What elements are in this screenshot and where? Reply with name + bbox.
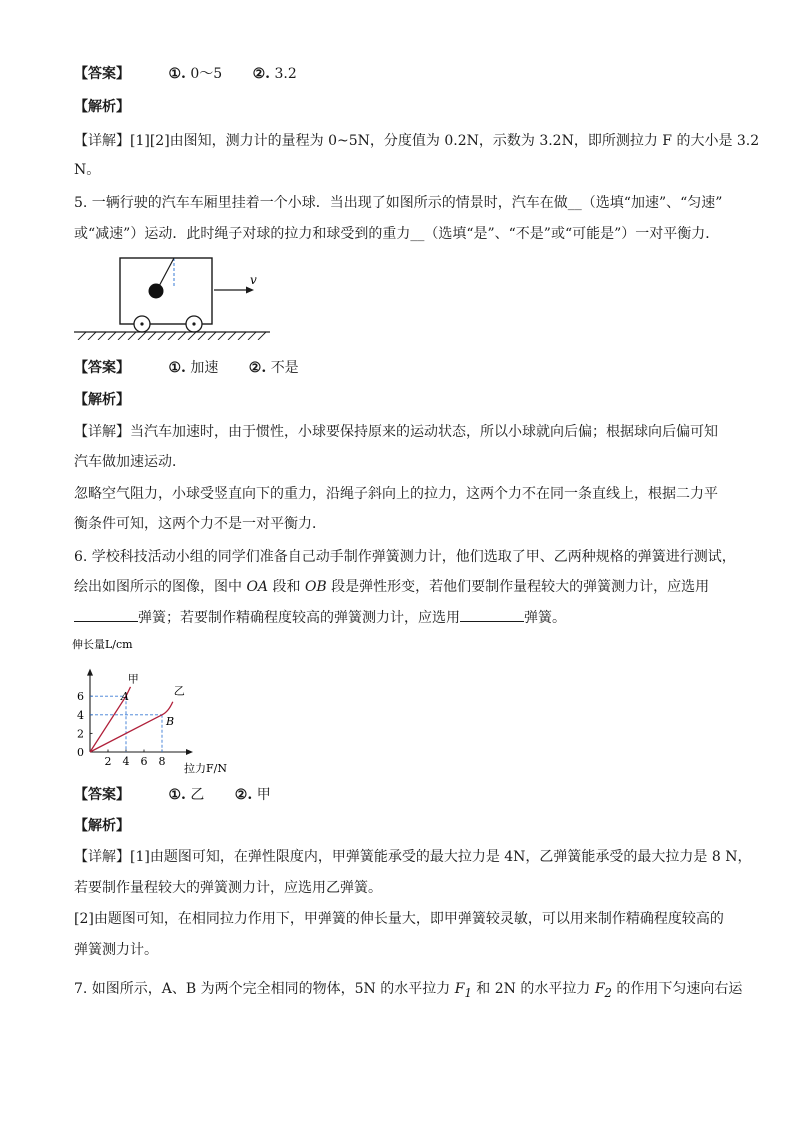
series-point-label: A <box>121 690 129 704</box>
chart-y-axis-label: 伸长量L/cm <box>72 638 133 651</box>
answer-2-number: ②. <box>234 787 253 803</box>
q4-detail-line-1: 【详解】[1][2]由图知，测力计的量程为 0~5N，分度值为 0.2N，示数为 3.2N，即所测拉力 F 的大小是 3.2 <box>74 133 760 149</box>
x-tick-label: 2 <box>104 755 112 768</box>
velocity-label: v <box>250 273 257 287</box>
answer-2-number: ②. <box>252 66 271 82</box>
q5-detail-line-4: 衡条件可知，这两个力不是一对平衡力． <box>74 516 326 532</box>
chart-x-axis-label: 拉力F/N <box>184 762 227 775</box>
x-tick-label: 8 <box>158 755 166 768</box>
q6-stem-line-3: 弹簧；若要制作精确程度较高的弹簧测力计，应选用 弹簧。 <box>74 607 566 628</box>
y-tick-label: 6 <box>77 690 84 704</box>
q6-analysis-tag: 【解析】 <box>74 818 130 834</box>
q6-detail-line-4: 弹簧测力计。 <box>74 942 158 958</box>
q6-detail-line-1: 【详解】[1]由题图可知，在弹性限度内，甲弹簧能承受的最大拉力是 4N，乙弹簧能承受的最大拉力是 8 N， <box>74 849 752 865</box>
series-point-label: B <box>166 714 175 728</box>
q5-answer-row <box>74 358 299 378</box>
answer-1: 0～5 <box>190 66 223 82</box>
q6-detail-line-2: 若要制作量程较大的弹簧测力计，应选用乙弹簧。 <box>74 880 382 896</box>
series-line-2 <box>90 702 173 752</box>
q5-detail-line-3: 忽略空气阻力，小球受竖直向下的重力，沿绳子斜向上的拉力，这两个力不在同一条直线上，根据二力平 <box>74 486 718 502</box>
answer-1-number: ①. <box>168 360 186 376</box>
x-tick-label: 6 <box>140 755 148 768</box>
answer-2-number: ②. <box>248 360 267 376</box>
series-name-label: 甲 <box>127 672 139 686</box>
chart-series <box>90 672 185 752</box>
answer-1-number: ①. <box>168 787 186 803</box>
q6-answer-row <box>74 785 271 805</box>
segment-oa: OA <box>246 579 269 595</box>
answer-2: 3.2 <box>274 66 297 82</box>
q5-stem-line-2: 或“减速”）运动．此时绳子对球的拉力和球受到的重力__（选填“是”、“不是”或“可能是”）一对平衡力． <box>74 226 720 242</box>
answer-blank-1[interactable] <box>74 607 138 622</box>
series-name-label: 乙 <box>173 684 185 698</box>
answer-1: 乙 <box>190 787 205 803</box>
force-f1: $F_1$ <box>454 981 472 1000</box>
q5-stem-line-1: 5. 一辆行驶的汽车车厢里挂着一个小球．当出现了如图所示的情景时，汽车在做__（选填“加速”、“匀速” <box>74 195 723 211</box>
answer-1: 加速 <box>190 360 219 376</box>
q4-answer-row <box>74 64 297 84</box>
segment-ob: OB <box>304 579 327 595</box>
q4-detail-line-2: N。 <box>74 162 101 178</box>
answer-tag: 【答案】 <box>74 787 130 803</box>
y-tick-label: 4 <box>77 708 84 722</box>
y-tick-label: 0 <box>77 746 84 759</box>
car-body <box>120 258 212 324</box>
x-tick-label: 4 <box>122 755 130 768</box>
answer-blank-2[interactable] <box>460 607 524 622</box>
answer-1-number: ①. <box>168 66 186 82</box>
answer-tag: 【答案】 <box>74 360 130 376</box>
q4-analysis-tag: 【解析】 <box>74 99 130 115</box>
chart-axes <box>87 669 193 755</box>
y-tick-label: 2 <box>77 727 84 741</box>
q6-detail-line-3: [2]由题图可知，在相同拉力作用下，甲弹簧的伸长量大，即甲弹簧较灵敏，可以用来制作精确程度较高的 <box>74 911 724 927</box>
x-axis-arrow <box>186 749 193 755</box>
answer-tag: 【答案】 <box>74 66 130 82</box>
force-f2: $F_2$ <box>594 981 612 1000</box>
q7-stem-line-1: 7. 如图所示，A、B 为两个完全相同的物体，5N 的水平拉力 $F_1$ 和 2N 的水平拉力 $F_2$ 的作用下匀速向右运 <box>74 981 743 1000</box>
ball <box>149 284 164 299</box>
q5-detail-line-2: 汽车做加速运动． <box>74 454 186 470</box>
answer-2: 不是 <box>270 360 299 376</box>
q5-detail-line-1: 【详解】当汽车加速时，由于惯性，小球要保持原来的运动状态，所以小球就向后偏；根据球向后偏可知 <box>74 424 718 440</box>
answer-2: 甲 <box>256 787 271 803</box>
car-pendulum-figure <box>74 250 284 340</box>
y-axis-arrow <box>87 669 93 676</box>
spring-extension-chart <box>70 634 240 779</box>
q5-analysis-tag: 【解析】 <box>74 392 130 408</box>
q6-stem-line-2: 绘出如图所示的图像，图中 OA 段和 OB 段是弹性形变，若他们要制作量程较大的弹簧测力计，应选用 <box>74 579 710 595</box>
ground-hatching <box>78 332 266 340</box>
q6-stem-line-1: 6. 学校科技活动小组的同学们准备自己动手制作弹簧测力计，他们选取了甲、乙两种规格的弹簧进行测试， <box>74 549 736 565</box>
chart-guide-lines <box>90 696 162 752</box>
